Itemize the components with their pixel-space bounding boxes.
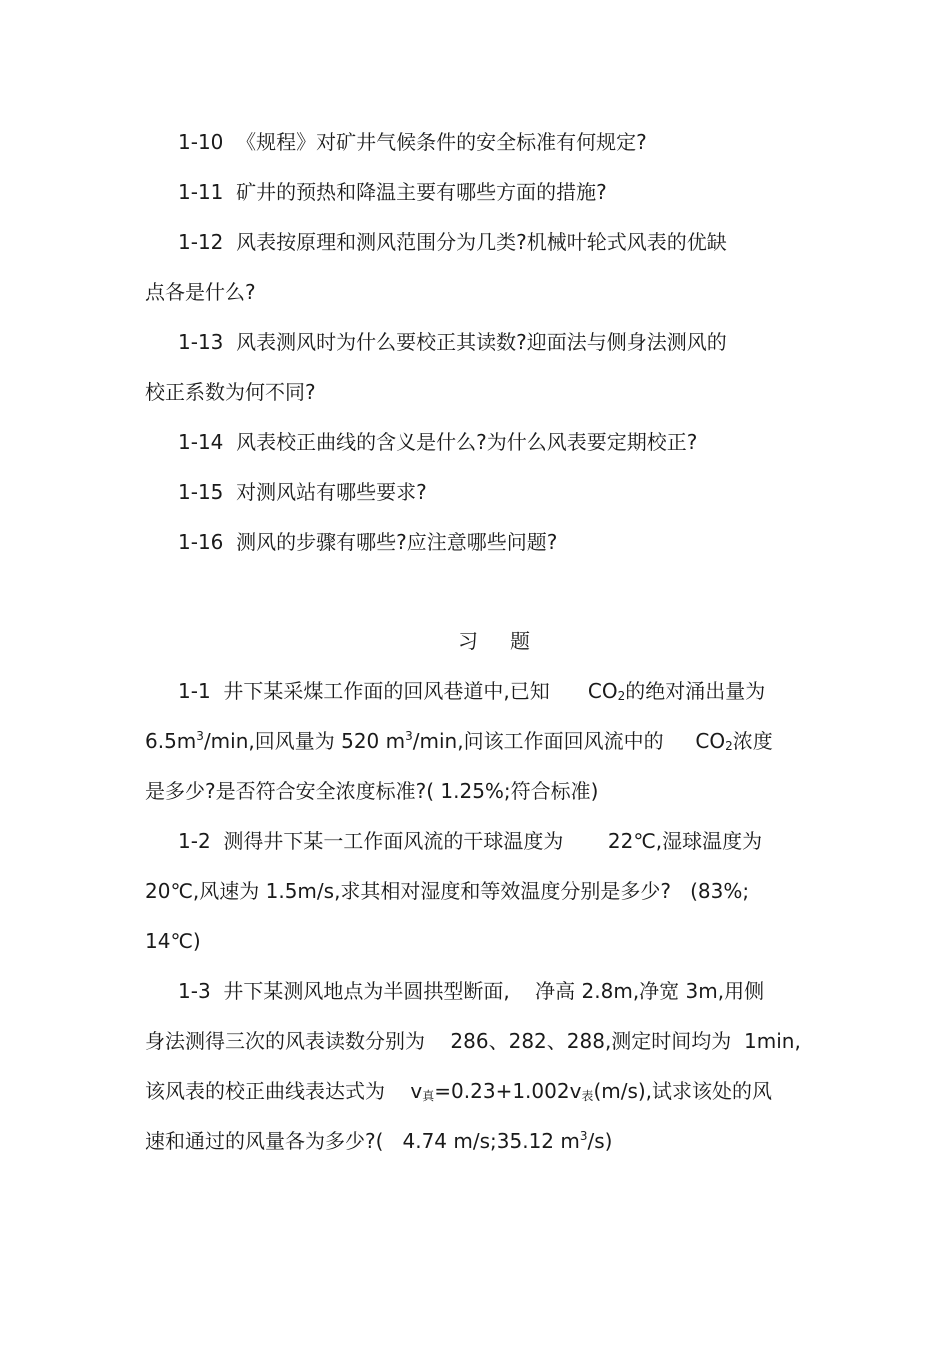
question-number: 1-15: [178, 480, 224, 504]
exercise-number: 1-3: [178, 979, 211, 1003]
question-text: 对测风站有哪些要求?: [236, 480, 427, 504]
question-text: 《规程》对矿井气候条件的安全标准有何规定?: [236, 130, 647, 154]
exercise-1-2-line-1: 1-2 测得井下某一工作面风流的干球温度为 22℃,湿球温度为: [178, 829, 763, 853]
question-text: 风表按原理和测风范围分为几类?机械叶轮式风表的优缺: [236, 230, 727, 254]
exercise-1-3-line-1: 1-3 井下某测风地点为半圆拱型断面, 净高 2.8m,净宽 3m,用侧: [178, 979, 765, 1003]
question-1-10: [178, 128, 647, 156]
question-number: 1-13: [178, 330, 224, 354]
exercise-number: 1-2: [178, 829, 211, 853]
co2-formula: CO: [587, 679, 618, 703]
question-1-15: [178, 478, 427, 506]
question-number: 1-12: [178, 230, 224, 254]
question-number: 1-14: [178, 430, 224, 454]
exercise-1-3-line-3: 该风表的校正曲线表达式为 v真=0.23+1.002v表(m/s),试求该处的风: [145, 1079, 773, 1103]
question-1-13: [178, 328, 727, 356]
exercise-1-3-line-4: 速和通过的风量各为多少?( 4.74 m/s;35.12 $m^3/s$): [145, 1129, 613, 1153]
question-text: 矿井的预热和降温主要有哪些方面的措施?: [236, 180, 607, 204]
question-1-16: [178, 528, 557, 556]
question-text: 风表校正曲线的含义是什么?为什么风表要定期校正?: [236, 430, 698, 454]
question-text: 风表测风时为什么要校正其读数?迎面法与侧身法测风的: [236, 330, 727, 354]
question-1-12: [178, 228, 727, 256]
question-number: 1-16: [178, 530, 224, 554]
section-heading: 习 题: [458, 629, 530, 653]
exercise-number: 1-1: [178, 679, 211, 703]
exercise-1-1-line-2: $6.5m^3/\min$,回风量为 520 $m^3/\min$,问该工作面回风流中的 $CO_2$浓度: [145, 729, 773, 753]
exercise-1-1-line-3: 是多少?是否符合安全浓度标准?( 1.25%;符合标准): [145, 779, 599, 803]
question-number: 1-11: [178, 180, 224, 204]
question-1-14: [178, 428, 697, 456]
question-1-12-continued: 点各是什么?: [145, 280, 256, 304]
question-1-11: [178, 178, 607, 206]
question-number: 1-10: [178, 130, 224, 154]
question-1-13-continued: 校正系数为何不同?: [145, 380, 316, 404]
exercise-1-1-line-1: 1-1 井下某采煤工作面的回风巷道中,已知 $CO_2$的绝对涌出量为: [178, 679, 766, 703]
exercise-1-3-line-2: 身法测得三次的风表读数分别为 286、282、288,测定时间均为 1min,: [145, 1029, 801, 1053]
exercise-1-2-line-2: 20℃,风速为 1.5m/s,求其相对湿度和等效温度分别是多少? (83%;: [145, 879, 750, 903]
exercise-1-2-line-3: 14℃): [145, 929, 201, 953]
question-text: 测风的步骤有哪些?应注意哪些问题?: [236, 530, 558, 554]
co2-formula: CO: [695, 729, 726, 753]
